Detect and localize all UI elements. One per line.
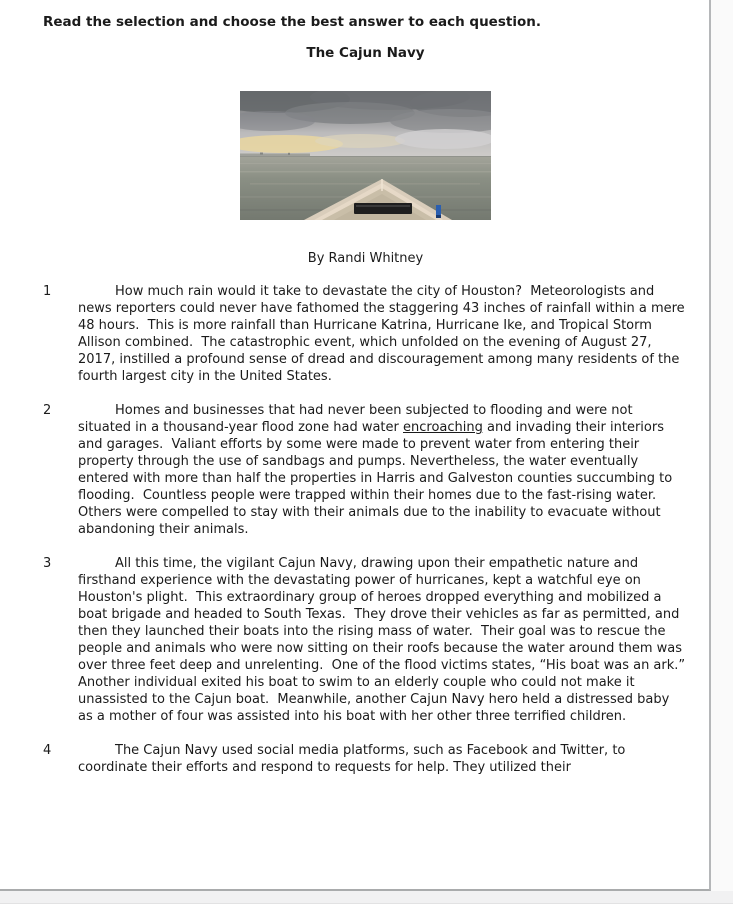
paragraph-number: 4 xyxy=(43,743,52,758)
paragraph-segment: How much rain would it take to devastate the city of Houston? Meteorologists and news reporters could never have fathomed the staggering 43 inches of rainfall within a mere 48 hours. This is more rainfall than Hurricane Katrina, Hurricane Ike, and Tropical Storm Allison combined. The catastrophic event, which unfolded on the evening of August 27, 2017, instilled a profound sense of dread and discouragement among many residents of the fourth largest city in the United States. xyxy=(78,284,689,384)
paragraphs xyxy=(43,283,688,776)
paragraph-number: 3 xyxy=(43,556,52,571)
paragraph-text xyxy=(78,283,688,385)
paragraph-segment: Homes and businesses that had never been subjected to flooding and were not situated in a thousand-year flood zone had water xyxy=(78,403,637,435)
paragraph-text xyxy=(78,402,688,538)
paragraph-number: 1 xyxy=(43,284,52,299)
passage-photo xyxy=(240,91,491,220)
horizontal-scrollbar-track[interactable] xyxy=(0,891,733,904)
vocab-word-underlined: encroaching xyxy=(403,420,483,435)
boat-photo-illustration xyxy=(240,91,491,220)
paragraph-segment: and invading their interiors and garages. Valiant efforts by some were made to prevent water from entering their property through the use of sandbags and pumps. Nevertheless, the water eventually entered with more than half the properties in Harris and Galveston counties succumbing to flooding. Countless people were trapped within their homes due to the fast-rising water. Others were compelled to stay with their animals due to the inability to evacuate without abandoning their animals. xyxy=(78,420,677,537)
paragraph xyxy=(43,555,688,725)
passage-title: The Cajun Navy xyxy=(306,45,425,61)
paragraph-number: 2 xyxy=(43,403,52,418)
instructions-text: Read the selection and choose the best answer to each question. xyxy=(43,14,541,30)
byline: By Randi Whitney xyxy=(307,251,424,266)
paragraph-segment: The Cajun Navy used social media platforms, such as Facebook and Twitter, to coordinate their efforts and respond to requests for help. They utilized their xyxy=(78,743,630,775)
paragraph xyxy=(43,283,688,385)
paragraph xyxy=(43,402,688,538)
paragraph xyxy=(43,742,688,776)
paragraph-segment: All this time, the vigilant Cajun Navy, drawing upon their empathetic nature and firsthand experience with the devastating power of hurricanes, kept a watchful eye on Houston's plight. This extraordinary group of heroes dropped everything and mobilized a boat brigade and headed to South Texas. They drove their vehicles as far as permitted, and then they launched their boats into the rising mass of water. Their goal was to rescue the people and animals who were now sitting on their roofs because the water around them was over three feet deep and unrelenting. One of the flood victims states, “His boat was an ark.” Another individual exited his boat to swim to an elderly couple who could not make it unassisted to the Cajun boat. Meanwhile, another Cajun Navy hero held a distressed baby as a mother of four was assisted into his boat with her other three terrified children. xyxy=(78,556,690,724)
paragraph-text xyxy=(78,742,688,776)
paragraph-text xyxy=(78,555,688,725)
vertical-scrollbar-track[interactable] xyxy=(711,0,733,891)
